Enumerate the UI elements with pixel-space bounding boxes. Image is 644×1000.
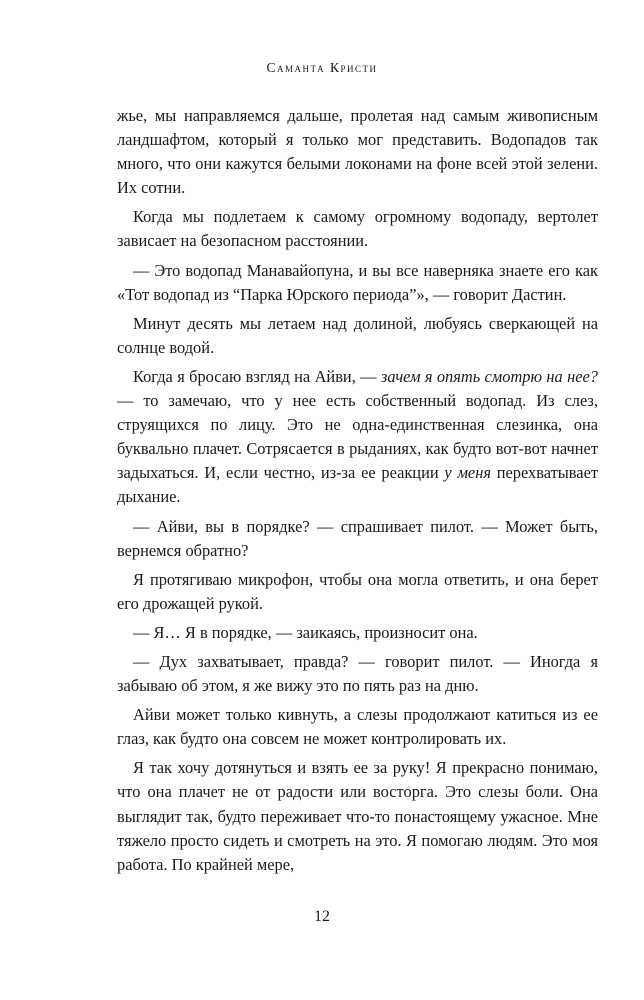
running-header: Саманта Кристи <box>266 60 378 75</box>
paragraph: Когда мы подлетаем к самому огромному водопаду, вертолет зависает на безопасном расстоянии. <box>117 207 598 251</box>
paragraph: — Я… Я в порядке, — заикаясь, произносит она. <box>133 622 478 642</box>
paragraph-text: — то замечаю, что у нее есть собственный водопад. Из слез, струящихся по лицу. Это не одна-единственная слезинка, она буквально плачет. Сотрясается в рыданиях, как будто вот-вот начнет задыхаться. И, если честно, из-за ее реакции <box>117 391 598 483</box>
italic-thought: зачем я опять смотрю на нее? <box>380 366 598 386</box>
paragraph: — Это водопад Манавайопуна, и вы все наверняка знаете его как «Тот водопад из “Парка Юрского периода”», — говорит Дастин. <box>117 260 598 304</box>
paragraph: Я так хочу дотянуться и взять ее за руку! Я прекрасно понимаю, что она плачет не от радости или восторга. Это слезы боли. Она выглядит так, будто переживает что-то понастоящему ужасное. Мне тяжело просто сидеть и смотреть на это. Я помогаю людям. Это моя работа. По крайней мере, <box>117 758 598 874</box>
paragraph: Айви может только кивнуть, а слезы продолжают катиться из ее глаз, как будто она совсем не может контролировать их. <box>117 705 598 749</box>
paragraph: жье, мы направляемся дальше, пролетая над самым живописным ландшафтом, который я только мог представить. Водопадов так много, что они кажутся белыми локонами на фоне всей этой зелени. Их сотни. <box>117 106 598 198</box>
paragraph: — Дух захватывает, правда? — говорит пилот. — Иногда я забываю об этом, я же вижу это по пять раз на дню. <box>117 651 598 696</box>
paragraph-text: Когда я бросаю взгляд на Айви, — <box>133 366 381 386</box>
body-text <box>117 104 598 882</box>
paragraph: Минут десять мы летаем над долиной, любуясь сверкающей на солнце водой. <box>117 313 598 357</box>
paragraph: Я протягиваю микрофон, чтобы она могла ответить, и она берет его дрожащей рукой. <box>117 569 598 613</box>
paragraph <box>117 365 598 510</box>
page-number: 12 <box>314 908 330 925</box>
italic-emphasis: у меня <box>444 463 491 483</box>
paragraph-text: перехватывает дыхание. <box>117 463 599 507</box>
paragraph: — Айви, вы в порядке? — спрашивает пилот. — Может быть, вернемся обратно? <box>117 516 598 560</box>
